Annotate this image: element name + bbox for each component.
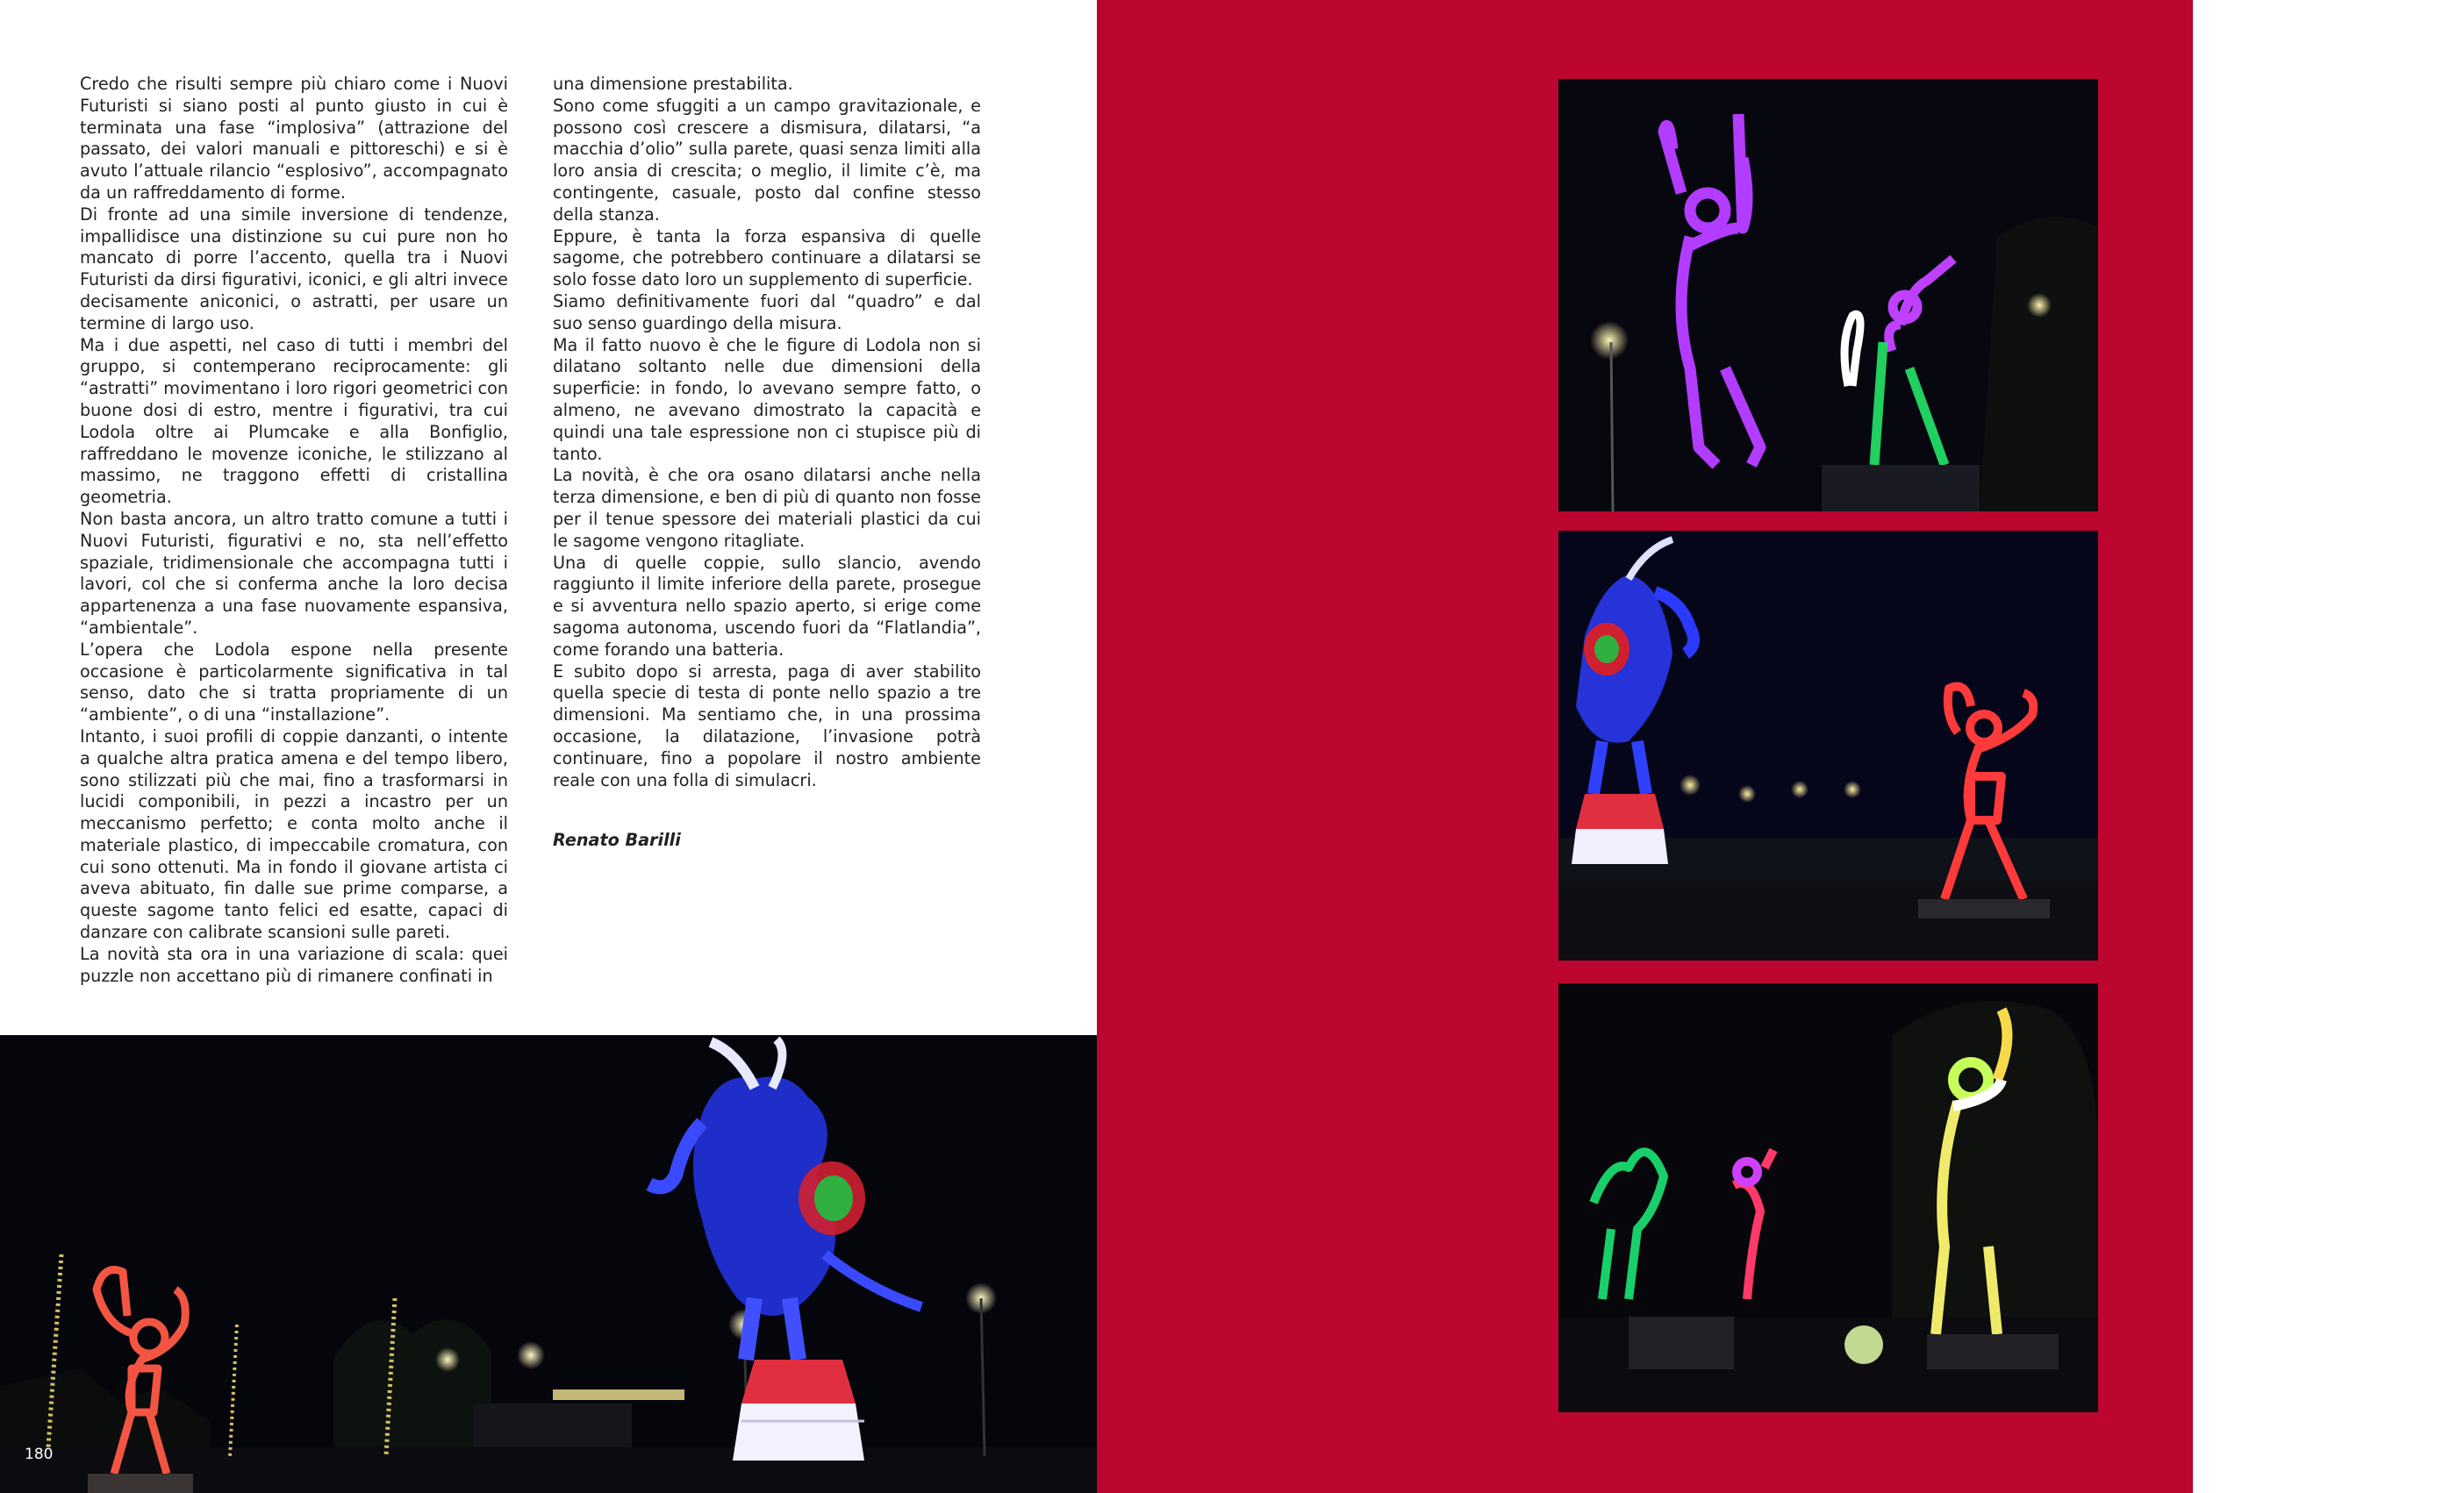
paragraph: una dimensione prestabilita. xyxy=(553,74,793,94)
paragraph: L’opera che Lodola espone nella presente occasione è particolarmente significativa in tal senso, dato che si tratta propriamente di un “ambiente”, o di una “installazione”. xyxy=(80,639,508,725)
photo-elephant-strongman xyxy=(1558,531,2098,961)
photo-multicolor-figures xyxy=(1558,983,2098,1412)
text-column-right xyxy=(553,74,981,852)
paragraph: Di fronte ad una simile inversione di tendenze, impallidisce una distinzione su cui pure non ho mancato di porre l’accento, quella tra i Nuovi Futuristi da dirsi figurativi, iconici, e gli altri invece decisamente aniconici, o astratti, per usare un termine di largo uso. xyxy=(80,204,508,333)
caption xyxy=(2310,1375,2464,1418)
page-number: 180 xyxy=(25,1446,54,1463)
paragraph: La novità, è che ora osano dilatarsi anche nella terza dimensione, e ben di più di quanto non fosse per il tenue spessore dei materiali plastici da cui le sagome vengono ritagliate. xyxy=(553,465,981,551)
paragraph: Siamo definitivamente fuori dal “quadro” e dal suo senso guardingo della misura. xyxy=(553,290,981,333)
caption-title: LUMINAPOLIS xyxy=(2310,1375,2464,1397)
paragraph: E subito dopo si arresta, paga di aver stabilito quella specie di testa di ponte nello spazio a tre dimensioni. Ma sentiamo che, in una prossima occasione, la dilatazione, l’invasione potrà continuare, fino a popolare il nostro ambiente reale con una folla di simulacri. xyxy=(553,661,981,790)
paragraph: Una di quelle coppie, sullo slancio, avendo raggiunto il limite inferiore della parete, prosegue e si avventura nello spazio aperto, si erige come sagoma autonoma, uscendo fuori da “Flatlandia”, come forando una batteria. xyxy=(553,552,981,660)
paragraph: Sono come sfuggiti a un campo gravitazionale, e possono così crescere a dismisura, dilatarsi, “a macchia d’olio” sulla parete, quasi senza limiti alla loro ansia di crescita; o meglio, il limite c’è, ma contingente, casuale, posto dal confine stesso della stanza. xyxy=(553,95,981,225)
text-column-left xyxy=(80,74,508,987)
paragraph: Ma il fatto nuovo è che le figure di Lodola non si dilatano soltanto nelle due dimensioni della superficie: in fondo, lo avevano sempre fatto, o almeno, ne avevano dimostrato la capacità e quindi una tale espressione non ci stupisce più di tanto. xyxy=(553,334,981,464)
photo-elephant-installation xyxy=(0,1035,1097,1493)
paragraph: Non basta ancora, un altro tratto comune a tutti i Nuovi Futuristi, figurativi e no, sta nell’effetto spaziale, tridimensionale che accompagna tutti i lavori, col che si conferma anche la loro decisa appartenenza a una fase nuovamente espansiva, “ambientale”. xyxy=(80,508,508,638)
paragraph: Ma i due aspetti, nel caso di tutti i membri del gruppo, si contemperano reciprocamente: gli “astratti” movimentano i loro rigori geometrici con buone dosi di estro, mentre i figurativi, tra cui Lodola oltre ai Plumcake e alla Bonfiglio, raffreddano le movenze iconiche, le stilizzano al massimo, ne traggono effetti di cristallina geometria. xyxy=(80,334,508,508)
paragraph: La novità sta ora in una variazione di scala: quei puzzle non accettano più di rimanere confinati in xyxy=(80,943,508,986)
photo-purple-figures xyxy=(1558,79,2098,511)
left-page xyxy=(0,0,1097,1493)
paragraph: Credo che risulti sempre più chiaro come i Nuovi Futuristi si siano posti al punto giusto in cui è terminata una fase “implosiva” (attrazione del passato, dei valori manuali e pittoreschi) e si è avuto l’attuale rilancio “esplosivo”, accompagnato da un raffreddamento di forme. xyxy=(80,74,508,203)
caption-subtitle: Tirana 2016 xyxy=(2310,1397,2415,1418)
author-signature: Renato Barilli xyxy=(553,830,681,851)
paragraph: Intanto, i suoi profili di coppie danzanti, o intente a qualche altra pratica amena e del tempo libero, sono stilizzati più che mai, fino a trasformarsi in lucidi componibili, in pezzi a incastro per un meccanismo perfetto; e conta molto anche il materiale plastico, di impeccabile cromatura, con cui sono ottenuti. Ma in fondo il giovane artista ci aveva abituato, fin dalle sue prime comparse, a queste sagome tanto felici ed esatte, capaci di danzare con calibrate scansioni sulle pareti. xyxy=(80,725,508,943)
paragraph: Eppure, è tanta la forza espansiva di quelle sagome, che potrebbero continuare a dilatarsi se solo fosse dato loro un supplemento di superficie. xyxy=(553,225,981,290)
